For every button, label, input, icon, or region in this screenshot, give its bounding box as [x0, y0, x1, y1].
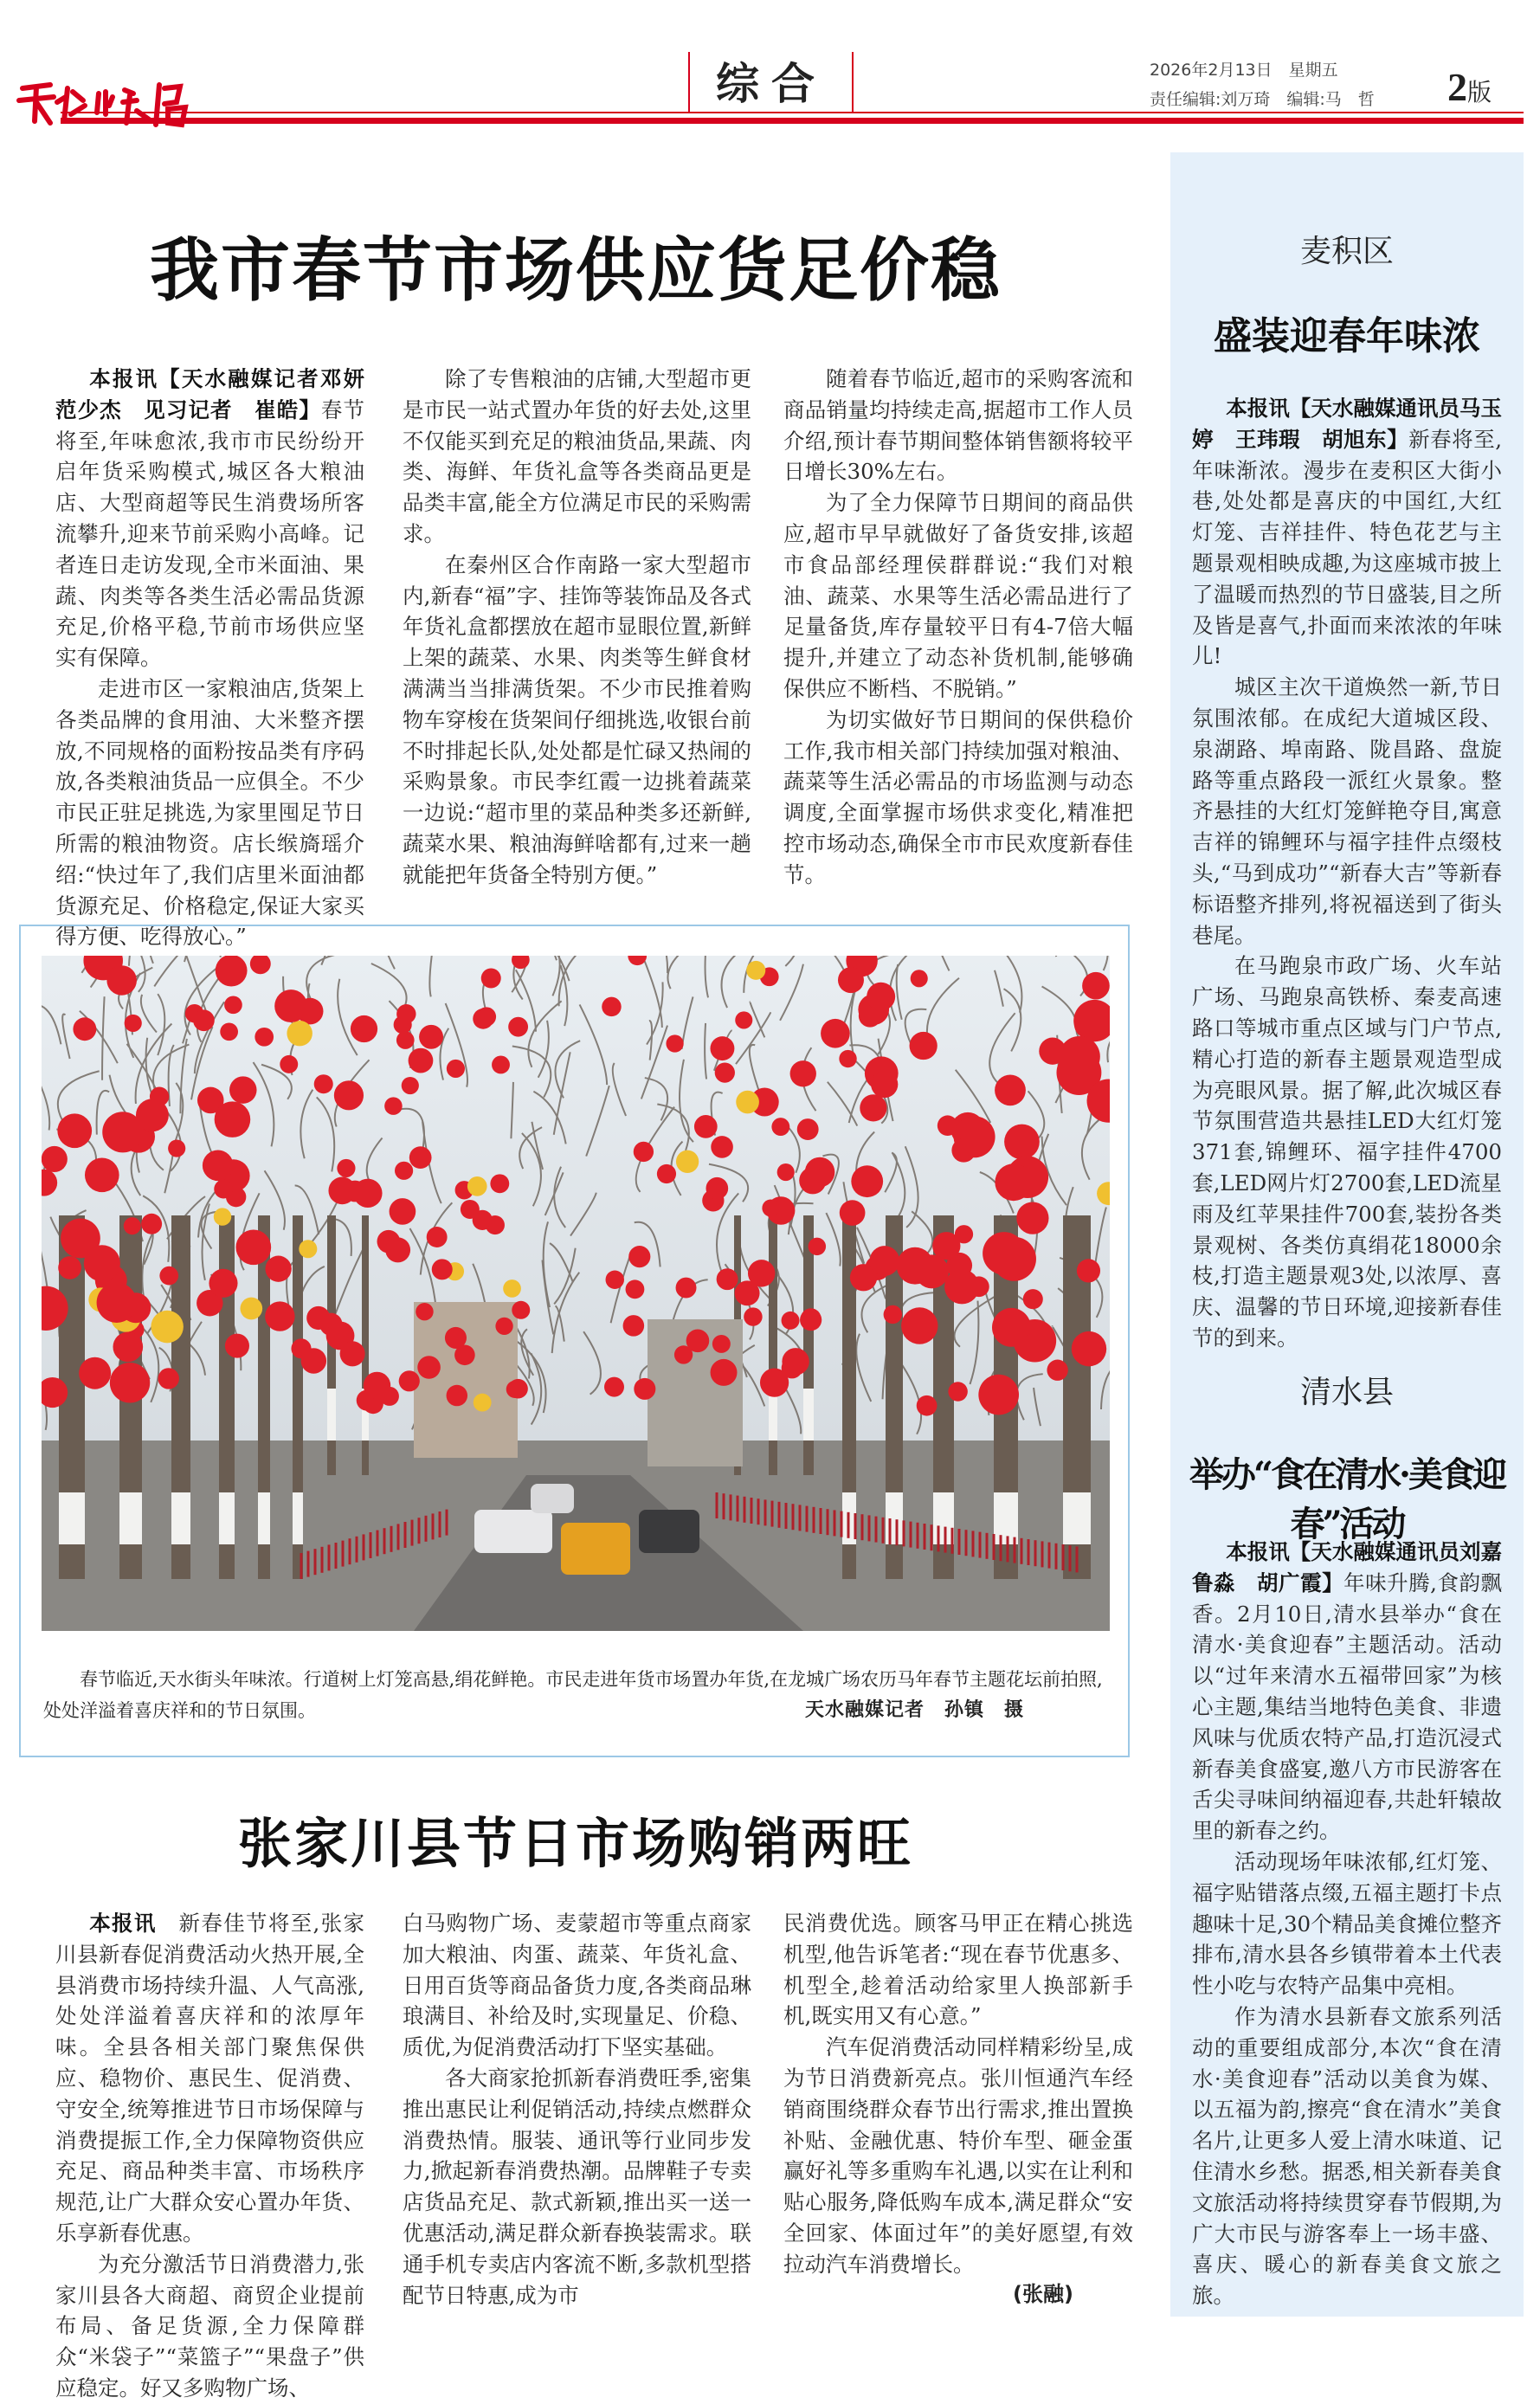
lantern — [851, 1165, 883, 1197]
lantern — [447, 1385, 468, 1407]
lantern — [736, 1091, 759, 1114]
lantern — [686, 1329, 710, 1352]
lantern — [604, 1377, 624, 1397]
lantern — [474, 1394, 492, 1412]
lantern — [168, 1139, 185, 1157]
lantern — [512, 1301, 530, 1319]
lantern — [782, 1348, 809, 1375]
car — [639, 1510, 699, 1553]
lantern — [203, 1150, 234, 1182]
lantern — [113, 1332, 143, 1363]
lantern — [106, 965, 137, 996]
lantern — [634, 1142, 654, 1162]
lantern — [214, 1180, 233, 1199]
sidebar-headline-1: 盛装迎春年味浓 — [1214, 314, 1480, 358]
lantern — [416, 1303, 433, 1320]
lead-column-2 — [403, 364, 751, 891]
lantern — [481, 969, 501, 989]
paragraph: 活动现场年味浓郁,红灯笼、福字贴错落点缀,五福主题打卡点趣味十足,30个精品美食摊位整齐排布,清水县各乡镇带着本土代表性小吃与农特产品集中亮相。 — [1192, 1848, 1502, 1999]
lantern — [915, 1254, 949, 1288]
lantern — [867, 983, 895, 1011]
lantern — [79, 1357, 111, 1389]
lead-text: 年味升腾,食韵飘香。2月10日,清水县举办“食在清水·美食迎春”主题活动。活动以“过年来清水五福带回家”为核心主题,集结当地特色美食、非遗风味与优质农特产品,打造沉浸式新春美食盛宴,邀八方市民游客在舌尖寻味间纳福迎春,共赴轩辕故里的新春之约。 — [1192, 1569, 1502, 1844]
lantern — [800, 1309, 822, 1331]
paragraph: 随着春节临近,超市的采购客流和商品销量均持续走高,据超市工作人员介绍,预计春节期间整体销售额将较平日增长30%左右。 — [783, 366, 1133, 485]
paragraph: 除了专售粮油的店铺,大型超市更是市民一站式置办年货的好去处,这里不仅能买到充足的粮油货品,果蔬、肉类、海鲜、年货礼盒等各类商品更是品类丰富,能全方位满足市民的采购需求。 — [403, 366, 751, 546]
lantern — [910, 1032, 938, 1060]
second-headline: 张家川县节日市场购销两旺 — [237, 1812, 913, 1875]
lantern — [762, 1199, 779, 1216]
paragraph: 在秦州区合作南路一家大型超市内,新春“福”字、挂饰等装饰品及各式年货礼盒都摆放在超市显眼位置,新鲜上架的蔬菜、水果、肉类等生鲜食材满满当当排满货架。不少市民推着购物车穿梭在货架间仔细挑选,收银台前不时排起长队,处处都是忙碌又热闹的采购景象。市民李红霞一边挑着蔬菜一边说:“超市里的菜品种类多还新鲜,蔬菜水果、粮油海鲜啥都有,过来一趟就能把年货备全特别方便。” — [403, 551, 751, 887]
lantern — [712, 1335, 731, 1353]
lantern — [917, 1395, 938, 1416]
lantern — [626, 1279, 645, 1299]
lantern — [1021, 1333, 1047, 1359]
lantern — [797, 1118, 819, 1140]
issue-date: 2026年2月13日 星期五 — [1150, 61, 1338, 80]
paragraph: 走进市区一家粮油店,货架上各类品牌的食用油、大米整齐摆放,不同规格的面粉按品类有序码放,各类粮油货品一应俱全。不少市民正驻足挑选,为家里囤足节日所需的粮油物资。店长缑旖瑶介绍:“快过年了,我们店里米面油都货源充足、价格稳定,保证大家买得方便、吃得放心。” — [55, 675, 364, 950]
lantern — [353, 1179, 382, 1208]
lantern — [1004, 1125, 1040, 1160]
lantern — [301, 1348, 326, 1373]
dateline: 本报讯【天水融媒通讯员刘嘉鲁淼 胡广霞】 — [1192, 1539, 1502, 1595]
lantern — [790, 1060, 816, 1086]
lantern — [220, 1022, 238, 1041]
lantern — [969, 1276, 989, 1297]
lantern — [799, 1167, 826, 1194]
lantern — [860, 1094, 886, 1121]
lantern — [151, 1311, 184, 1344]
lantern — [1016, 1202, 1048, 1234]
lantern — [744, 1307, 762, 1325]
lantern — [735, 1280, 760, 1305]
lantern — [225, 1334, 249, 1358]
lantern — [364, 1372, 390, 1399]
sidebar-region-maiji: 麦积区 — [1299, 234, 1394, 269]
lantern — [85, 1158, 119, 1193]
lantern — [884, 1305, 902, 1324]
lantern — [717, 1268, 738, 1290]
dateline: 本报讯【天水融媒记者邓妍 范少杰 见习记者 崔皓】 — [55, 366, 386, 422]
header-bar — [61, 118, 1524, 124]
lantern — [992, 1237, 1036, 1281]
lantern — [42, 1146, 68, 1172]
lantern — [409, 1146, 432, 1169]
lantern — [351, 1015, 377, 1042]
lantern — [948, 1382, 967, 1401]
sidebar-region-qingshui: 清水县 — [1299, 1375, 1394, 1410]
lantern — [492, 1056, 510, 1074]
lantern — [871, 1071, 898, 1098]
lantern — [216, 956, 248, 987]
dateline: 本报讯【天水融媒通讯员马玉婷 王玮瑕 胡旭东】 — [1192, 396, 1502, 452]
lantern — [402, 1077, 419, 1094]
lantern — [809, 1238, 826, 1255]
lantern — [158, 1368, 178, 1389]
car — [531, 1484, 574, 1513]
lantern — [150, 1087, 169, 1106]
lantern — [495, 1318, 512, 1335]
lantern — [124, 1217, 141, 1234]
lead-text: 春节将至,年味愈浓,我市市民纷纷开启年货采购模式,城区各大粮油店、大型商超等民生消费场所客流攀升,迎来节前采购小高峰。记者连日走访发现,全市米面油、果蔬、肉类等各类生活必需品货源充足,价格平稳,节前市场供应坚实有保障。 — [55, 396, 364, 671]
lantern — [395, 1162, 413, 1180]
lantern — [396, 1031, 415, 1049]
lantern — [711, 1359, 738, 1386]
lantern — [1047, 1360, 1067, 1381]
lantern — [1077, 1259, 1100, 1282]
lantern — [240, 1298, 262, 1320]
lantern — [337, 1159, 355, 1177]
sidebar-headline-2: 举办“食在清水·美食迎春”活动 — [1189, 1454, 1505, 1544]
car — [561, 1523, 630, 1575]
lantern — [394, 1015, 412, 1034]
lantern — [1082, 972, 1110, 1000]
lantern — [706, 1177, 728, 1200]
lantern — [215, 1101, 251, 1138]
lantern — [694, 1115, 718, 1138]
lantern — [340, 1341, 365, 1366]
lantern — [735, 1011, 752, 1028]
section-name: 综合 — [716, 59, 827, 109]
lead-paragraph — [55, 1908, 364, 2249]
lantern — [125, 1015, 142, 1032]
second-column-1 — [55, 1908, 364, 2404]
lantern — [229, 1076, 257, 1104]
lantern — [657, 1164, 676, 1183]
lantern — [628, 1246, 650, 1267]
lantern — [508, 1379, 528, 1399]
paragraph: 汽车促消费活动同样精彩纷呈,成为节日消费新亮点。张川恒通汽车经销商围绕群众春节出行需求,推出置换补贴、金融优惠、特价车型、砸金蛋赢好礼等多重购车礼遇,以实在让利和贴心服务,降低购车成本,满足群众“安全回家、体面过年”的美好愿望,有效拉动汽车消费增长。 — [783, 2034, 1133, 2277]
lantern — [255, 1028, 274, 1047]
lantern — [461, 1200, 480, 1219]
lantern — [399, 1370, 420, 1391]
lantern — [385, 1237, 410, 1262]
lantern — [236, 1230, 272, 1266]
lantern — [447, 1060, 465, 1078]
lantern — [771, 1118, 789, 1136]
lantern — [901, 1307, 938, 1344]
lantern — [419, 1025, 443, 1049]
lantern — [73, 1017, 96, 1041]
lantern — [838, 967, 864, 993]
lead-headline: 我市春节市场供应货足价稳 — [150, 229, 1002, 311]
lantern — [911, 970, 928, 987]
lantern — [715, 1062, 735, 1082]
lantern — [711, 1136, 733, 1158]
lantern — [839, 1050, 856, 1067]
lantern — [417, 1356, 441, 1379]
lantern — [676, 1278, 697, 1299]
lead-column-3 — [783, 364, 1133, 891]
lantern — [57, 1113, 92, 1148]
lantern — [503, 1279, 521, 1298]
lantern — [280, 1055, 298, 1073]
page-number-value: 2 — [1447, 65, 1467, 109]
lantern — [275, 995, 293, 1013]
lantern — [110, 1363, 150, 1402]
lantern — [995, 1074, 1026, 1105]
paragraph: 在马跑泉市政广场、火车站广场、马跑泉高铁桥、秦麦高速路口等城市重点区域与门户节点,精心打造的新春主题景观造型成为亮眼风景。据了解,此次城区春节氛围营造共悬挂LED大红灯笼371套,锦鲤环、福字挂件4700套,LED网片灯2700套,LED流星雨及红苹果挂件700套,装扮各类景观树、各类仿真绢花18000余枝,打造主题景观3处,以浓厚、喜庆、温馨的节日环境,迎接新春佳节的到来。 — [1192, 953, 1502, 1350]
second-column-3 — [783, 1908, 1133, 2280]
lantern — [224, 996, 242, 1015]
lantern — [782, 1312, 800, 1330]
paragraph: 作为清水县新春文旅系列活动的重要组成部分,本次“食在清水·美食迎春”活动以美食为媒、以五福为韵,擦亮“食在清水”美食名片,让更多人爱上清水味道、记住清水乡愁。据悉,相关新春美食文旅活动将持续贯穿春节假期,为广大市民与游客奉上一场丰盛、喜庆、暖心的新春美食文旅之旅。 — [1192, 2003, 1502, 2309]
paragraph: 各大商家抢抓新春消费旺季,密集推出惠民让利促销活动,持续点燃群众消费热情。服装、通讯等行业同步发力,掀起新春消费热潮。品牌鞋子专卖店货品充足、款式新颖,推出买一送一优惠活动,满足群众新春换装需求。联通手机专卖店内客流不断,多款机型搭配节日特惠,成为市 — [403, 2065, 751, 2308]
lantern — [265, 1256, 291, 1282]
lantern — [623, 1315, 645, 1337]
lantern — [209, 1269, 237, 1298]
paragraph: 民消费优选。顾客马甲正在精心挑选机型,他告诉笔者:“现在春节优惠多、机型全,趁着活动给家里人换部新手机,既实用又有心意。” — [783, 1911, 1133, 2029]
lantern — [432, 1259, 453, 1279]
lantern — [676, 1150, 699, 1173]
car — [474, 1510, 552, 1553]
lantern — [97, 1283, 137, 1323]
lantern — [299, 1240, 317, 1258]
author-byline: (张融) — [1013, 2282, 1073, 2306]
second-column-2 — [403, 1908, 751, 2311]
lantern — [287, 1021, 312, 1046]
lead-column-1 — [55, 364, 386, 952]
lead-text: 新春佳节将至,张家川县新春促消费活动火热开展,全县消费市场持续升温、人气高涨,处处洋溢着喜庆祥和的浓厚年味。全县各相关部门聚焦保供应、稳物价、惠民生、促消费、守安全,统筹推进节日市场保障与消费提振工作,全力保障物资供应充足、商品种类丰富、市场秩序规范,让广大群众安心置办年货、乐享新春优惠。 — [55, 1911, 365, 2246]
lantern — [978, 1375, 1019, 1415]
lantern — [58, 1256, 81, 1279]
street-lanterns-photo — [42, 956, 1110, 1631]
lantern — [265, 1301, 294, 1331]
photo-credit: 天水融媒记者 孙镇 摄 — [805, 1699, 1025, 1721]
lantern — [467, 1176, 487, 1196]
lantern — [473, 1009, 493, 1029]
lantern — [746, 961, 765, 980]
lantern — [634, 1378, 655, 1400]
lantern — [214, 1208, 231, 1225]
page-number — [1447, 64, 1492, 110]
lantern — [159, 1266, 178, 1286]
lantern — [666, 1034, 683, 1052]
lantern — [1072, 1331, 1106, 1366]
lantern — [710, 1036, 734, 1060]
lead-paragraph — [55, 364, 386, 674]
lantern — [104, 1120, 123, 1139]
paragraph: 为充分激活节日消费潜力,张家川县各大商超、商贸企业提前布局、备足货源,全力保障群众“米袋子”“菜篮子”“果盘子”供应稳定。好又多购物广场、 — [55, 2251, 364, 2401]
caption-text: 春节临近,天水街头年味浓。行道树上灯笼高悬,绢花鲜艳。市民走进年货市场置办年货,在龙城广场农历马年春节主题花坛前拍照,处处洋溢着喜庆祥和的节日氛围。 — [43, 1669, 1103, 1721]
lantern — [951, 1138, 976, 1163]
lead-text: 新春将至,年味渐浓。漫步在麦积区大街小巷,处处都是喜庆的中国红,大红灯笼、吉祥挂件、特色花艺与主题景观相映成趣,为这座城市披上了温暖而热烈的节日盛装,目之所及皆是喜气,扑面而来浓浓的年味儿! — [1192, 426, 1503, 669]
paragraph: 为了全力保障节日期间的商品供应,超市早早就做好了备货安排,该超市食品部经理侯群群说:“我们对粮油、蔬菜、水果等生活必需品进行了足量备货,库存量较平日有4-7倍大幅提升,并建立了动态补货机制,能够确保供应不断档、不脱销。” — [783, 490, 1133, 701]
page-suffix: 版 — [1467, 80, 1492, 106]
lantern — [314, 1074, 333, 1093]
lantern — [306, 1306, 330, 1330]
sidebar-story-2 — [1192, 1537, 1502, 2311]
lantern — [334, 1080, 364, 1110]
lantern — [384, 1097, 403, 1115]
lantern — [995, 1163, 1032, 1201]
lantern — [84, 1245, 120, 1281]
lantern — [390, 1198, 416, 1225]
lead-paragraph — [1192, 1537, 1502, 1847]
lantern — [508, 1017, 528, 1037]
lantern — [602, 997, 621, 1016]
lantern — [1023, 1289, 1043, 1309]
lantern — [821, 1019, 850, 1048]
lantern — [1059, 1036, 1099, 1077]
paragraph: 城区主次干道焕然一新,节日氛围浓郁。在成纪大道城区段、泉湖路、埠南路、陇昌路、盘旋路等重点路段一派红火景象。整齐悬挂的大红灯笼鲜艳夺目,寓意吉祥的锦鲤环与福字挂件点缀枝头,“马到成功”“新春大吉”等新春标语整齐排列,将祝福送到了街头巷尾。 — [1192, 674, 1502, 948]
lantern — [840, 1200, 866, 1226]
paragraph: 白马购物广场、麦蒙超市等重点商家加大粮油、肉蛋、蔬菜、年货礼盒、日用百货等商品备货力度,各类商品琳琅满目、补给及时,实现量足、价稳、质优,为促消费活动打下坚实基础。 — [403, 1911, 751, 2060]
lantern — [427, 1227, 448, 1247]
lantern — [409, 1048, 434, 1073]
paragraph: 为切实做好节日期间的保供稳价工作,我市相关部门持续加强对粮油、蔬菜等生活必需品的市场监测与动态调度,全面掌握市场供求变化,精准把控市场动态,确保全市市民欢度新春佳节。 — [783, 706, 1133, 887]
lantern — [193, 1009, 215, 1031]
lantern — [454, 1344, 475, 1365]
lantern — [606, 1271, 624, 1289]
header-rule — [61, 112, 1524, 113]
lantern — [869, 1246, 899, 1276]
lead-paragraph — [1192, 393, 1502, 672]
sidebar-story-1 — [1192, 393, 1502, 1354]
editors: 责任编辑:刘万琦 编辑:马 哲 — [1150, 90, 1375, 109]
dateline: 本报讯 — [89, 1911, 157, 1936]
lantern — [490, 1174, 509, 1193]
lantern — [777, 1163, 795, 1181]
lantern — [141, 1214, 162, 1234]
